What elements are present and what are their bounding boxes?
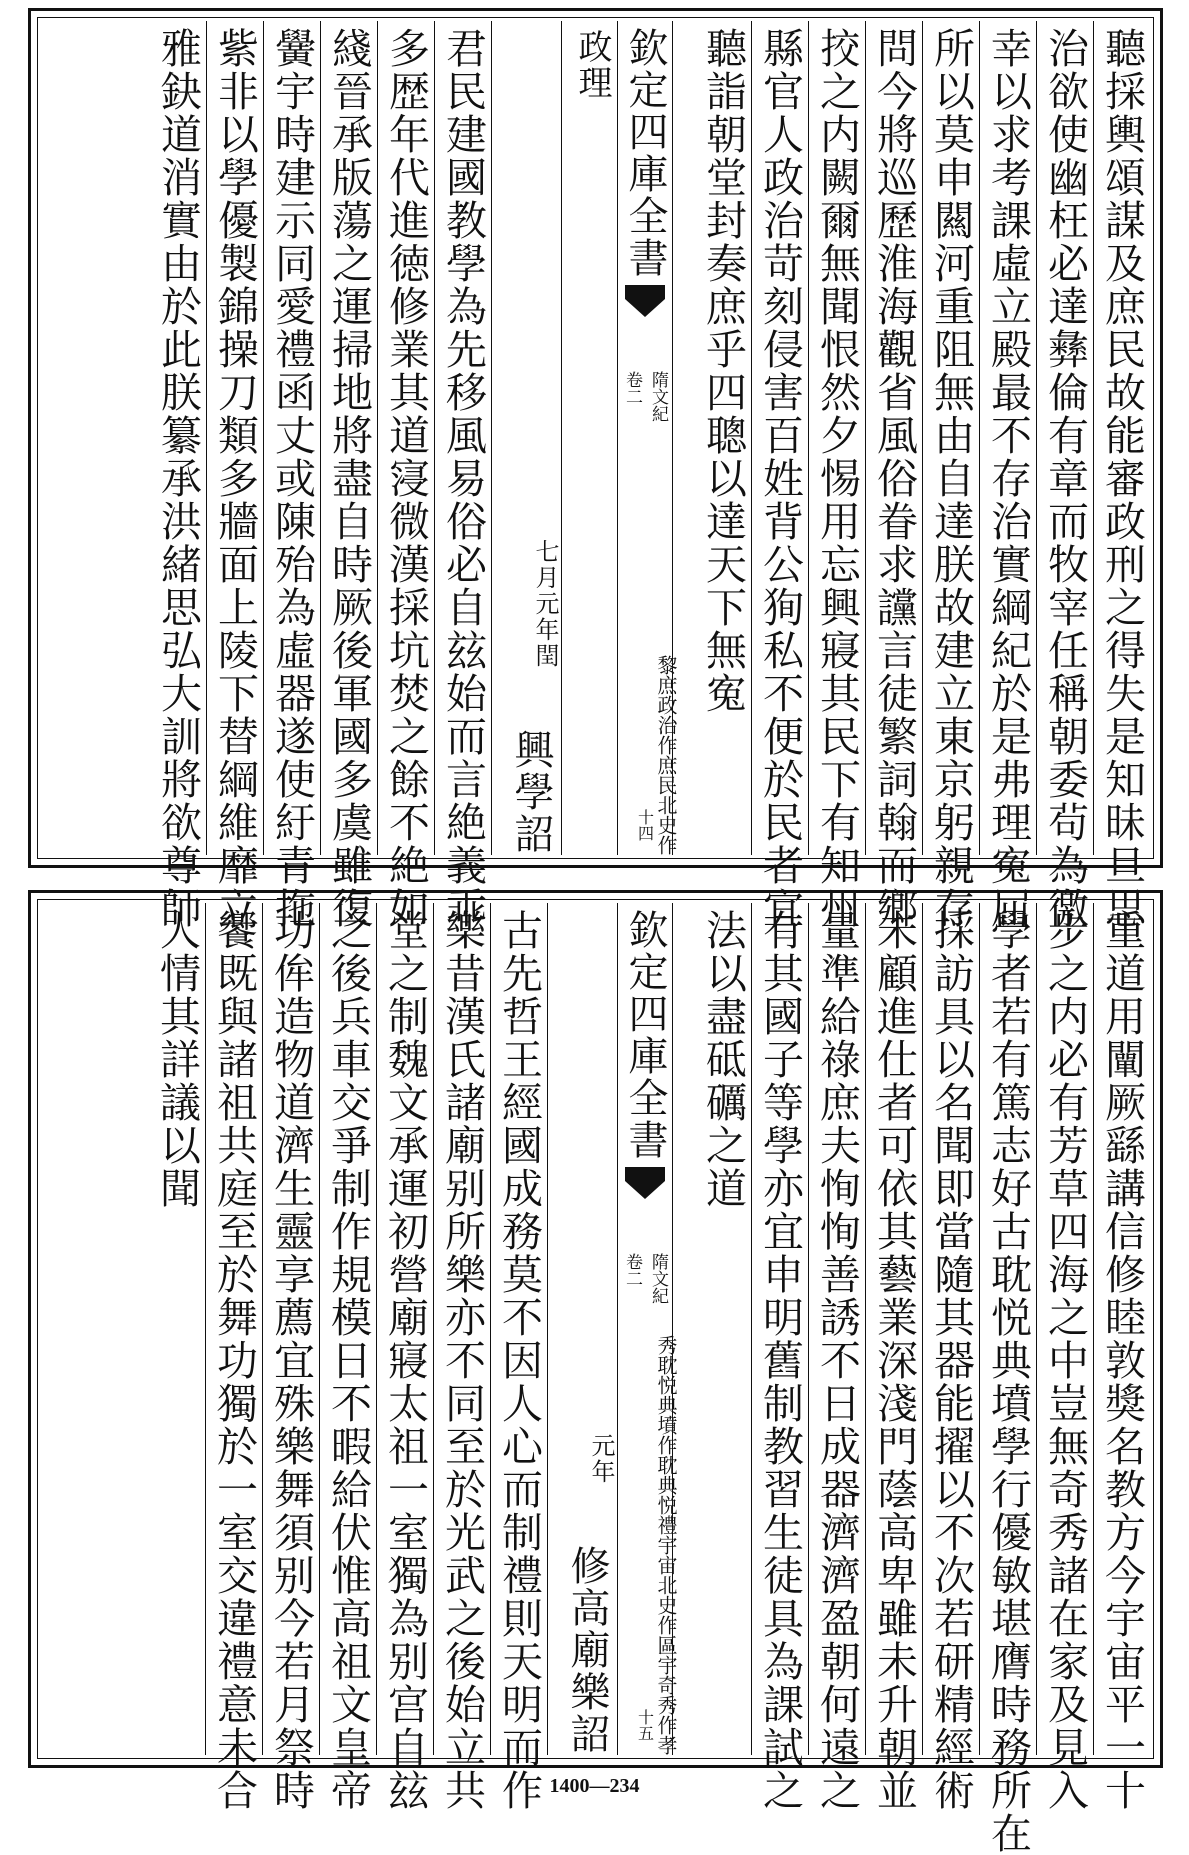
text-column: 有其國子等學亦宜申明舊制教習生徒具為課試之 [751,903,808,1755]
text-column: 功侔造物道濟生靈享薦宜殊樂舞須别今若月祭時 [262,903,319,1755]
gutter-title: 欽定四庫全書 [622,27,668,279]
text-column: 所以莫申闗河重阻無由自達朕故建立東京躬親存 [922,21,979,855]
text-column: 綫晉承版蕩之運掃地將盡自時厥後軍國多虞雖復 [320,21,377,855]
heading-note [492,539,559,669]
text-column: 君民建國教學為先移風易俗必自玆始而言絶義乖 [434,21,491,855]
text-column: 紫非以學優製錦操刀類多牆面上陵下替綱維靡立 [206,21,263,855]
section-label: 政理 [572,29,612,101]
gutter-title: 欽定四庫全書 [622,909,668,1161]
text-column: 之後兵車交爭制作規模日不暇給伏惟高祖文皇帝 [319,903,376,1755]
text-column: 縣官人政治苛刻侵害百姓背公狥私不便於民者宜 [751,21,808,855]
heading-note-line: 七月 [531,539,559,591]
text-column: 學者若有篤志好古耽悦典墳學行優敏堪膺時務所在 [979,903,1036,1755]
gutter-sub-line: 隋文紀 [648,371,668,422]
gutter-sub-line: 卷二 [622,1253,642,1287]
heading-column [491,21,559,855]
text-column-main: 聽詣朝堂封奏庶乎四聰以達天下無寃 [699,27,747,715]
text-block-left [41,21,559,930]
heading-note-line: 元年 [587,1433,615,1485]
center-gutter [617,903,673,1755]
text-column: 古先哲王經國成務莫不因人心而制禮則天明而作 [490,903,547,1755]
page-number: 十四 [635,809,655,841]
gutter-sub-line: 隋文紀 [648,1253,668,1304]
text-column: 治欲使幽枉必達彝倫有章而牧宰任稱朝委茍為徼 [1036,21,1093,855]
gutter-subtitle [622,1253,668,1304]
text-column: 步之内必有芳草四海之中豈無奇秀諸在家及見入 [1036,903,1093,1755]
text-column: 雅鈌道消實由於此朕纂承洪緒思弘大訓將欲尊師 [154,27,202,930]
heading-column [547,903,615,1755]
annotation-line: 庶民北史作 [654,755,678,855]
text-column: 饗既與諸祖共庭至於舞功獨於一室交違禮意未合 [205,903,262,1755]
fish-tail-mark [622,1167,668,1247]
text-column: 多歴年代進徳修業其道寖微漢採坑焚之餘不絶如 [377,21,434,855]
edict-heading: 興學詔 [508,729,554,855]
text-column: 堂之制魏文承運初營廟寢太祖一室獨為别宫自玆 [376,903,433,1755]
text-column: 人情其詳議以聞 [153,909,201,1210]
section-column [561,21,617,855]
heading-note [548,1173,615,1485]
annotation-line: 秀耽悦典墳作耽典悦禮 [654,1335,678,1535]
text-column: 重道用闡厥繇講信修睦敦獎名教方今宇宙平一十 [1093,903,1150,1755]
gutter-subtitle [622,371,668,422]
gutter-sub-line: 卷二 [622,371,642,405]
text-column: 挍之内闕爾無聞恨然夕惕用忘興寢其民下有知州 [808,21,865,855]
edict-heading: 修高廟樂詔 [564,1545,610,1755]
text-column: 幸以求考課虛立殿最不存治實綱紀於是弗理寃屈 [979,21,1036,855]
text-column: 未顧進仕者可依其藝業深淺門蔭高卑雖未升朝並 [865,903,922,1755]
page-number: 十五 [635,1709,655,1741]
text-column: 量準給祿庶夫恂恂善誘不日成器濟濟盈朝何遠之 [808,903,865,1755]
text-column: 樂昔漢氏諸廟别所樂亦不同至於光武之後始立共 [433,903,490,1755]
page-footer: 1400—234 [549,1775,640,1797]
text-column-main: 法以盡砥礪之道 [699,909,747,1210]
center-gutter [617,21,673,855]
text-column: 黌宇時建示同愛禮函丈或陳殆為虛器遂使紆青拖 [263,21,320,855]
text-column: 問今將巡歷淮海觀省風俗眷求讜言徒繁詞翰而鄉 [865,21,922,855]
heading-note-line: 元年閏 [531,591,559,669]
annotation-line: 黎庶政治作 [654,655,678,755]
page-upper [28,8,1163,930]
text-column: 採訪具以名聞即當隨其器能擢以不次若研精經術 [922,903,979,1755]
fish-tail-mark [622,285,668,365]
annotation-line: 宇宙北史作區宇奇秀作孝 [654,1535,678,1755]
text-column: 聽採輿頌謀及庶民故能審政刑之得失是知昧旦思 [1093,21,1150,855]
